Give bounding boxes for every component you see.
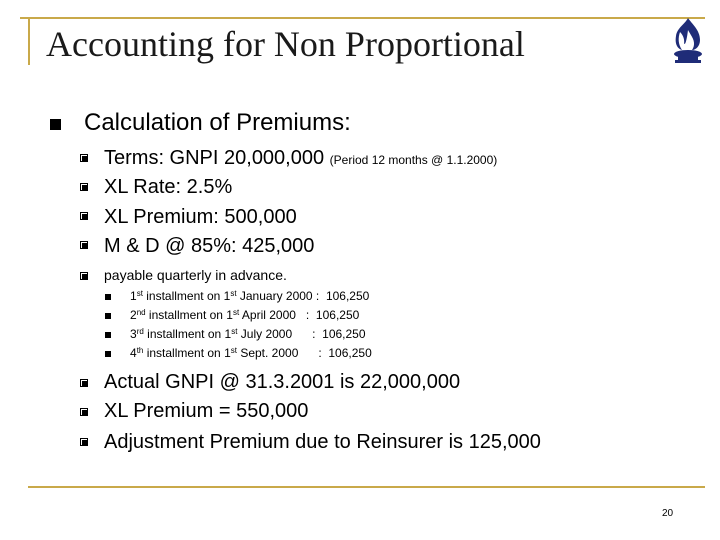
- calculation-heading: Calculation of Premiums:: [84, 109, 351, 136]
- installment-line-1: 1st installment on 1st January 2000 : 106,250: [130, 289, 370, 303]
- bullet-payable-box: [80, 272, 89, 281]
- frame-left-line: [28, 17, 30, 65]
- payable-line: payable quarterly in advance.: [104, 267, 287, 283]
- md-line: M & D @ 85%: 425,000: [104, 235, 315, 257]
- heading-bullet: [50, 119, 61, 130]
- installment-line-2: 2nd installment on 1st April 2000 : 106,250: [130, 308, 360, 322]
- frame-top-line: [20, 17, 705, 19]
- xl-premium-final-line: XL Premium = 550,000: [104, 400, 309, 422]
- installment-bullet-4: [105, 351, 111, 357]
- xl-rate-line: XL Rate: 2.5%: [104, 176, 233, 198]
- bullet-adjustment-box: [80, 438, 89, 447]
- installment-bullet-2: [105, 313, 111, 319]
- installment-bullet-1: [105, 294, 111, 300]
- page-number: 20: [662, 508, 674, 519]
- bullet-xl-rate-box: [80, 183, 89, 192]
- adjustment-line: Adjustment Premium due to Reinsurer is 125,000: [104, 431, 541, 453]
- installment-bullet-3: [105, 332, 111, 338]
- terms-line: [104, 146, 497, 172]
- thai-flame-emblem-icon: [670, 16, 706, 64]
- terms-note-text: (Period 12 months @ 1.1.2000): [329, 153, 498, 167]
- frame-bottom-line: [28, 486, 705, 488]
- bullet-xl-premium-final-box: [80, 408, 89, 417]
- slide-title: Accounting for Non Proportional: [46, 24, 525, 64]
- actual-gnpi-line: Actual GNPI @ 31.3.2001 is 22,000,000: [104, 371, 461, 393]
- terms-main-text: Terms: GNPI 20,000,000: [104, 147, 325, 169]
- installment-line-4: 4th installment on 1st Sept. 2000 : 106,250: [130, 346, 372, 360]
- bullet-xl-premium-box: [80, 212, 89, 221]
- bullet-actual-gnpi-box: [80, 379, 89, 388]
- xl-premium-line: XL Premium: 500,000: [104, 206, 297, 228]
- installment-line-3: 3rd installment on 1st July 2000 : 106,250: [130, 327, 366, 341]
- bullet-terms-box: [80, 154, 89, 163]
- bullet-md-box: [80, 241, 89, 250]
